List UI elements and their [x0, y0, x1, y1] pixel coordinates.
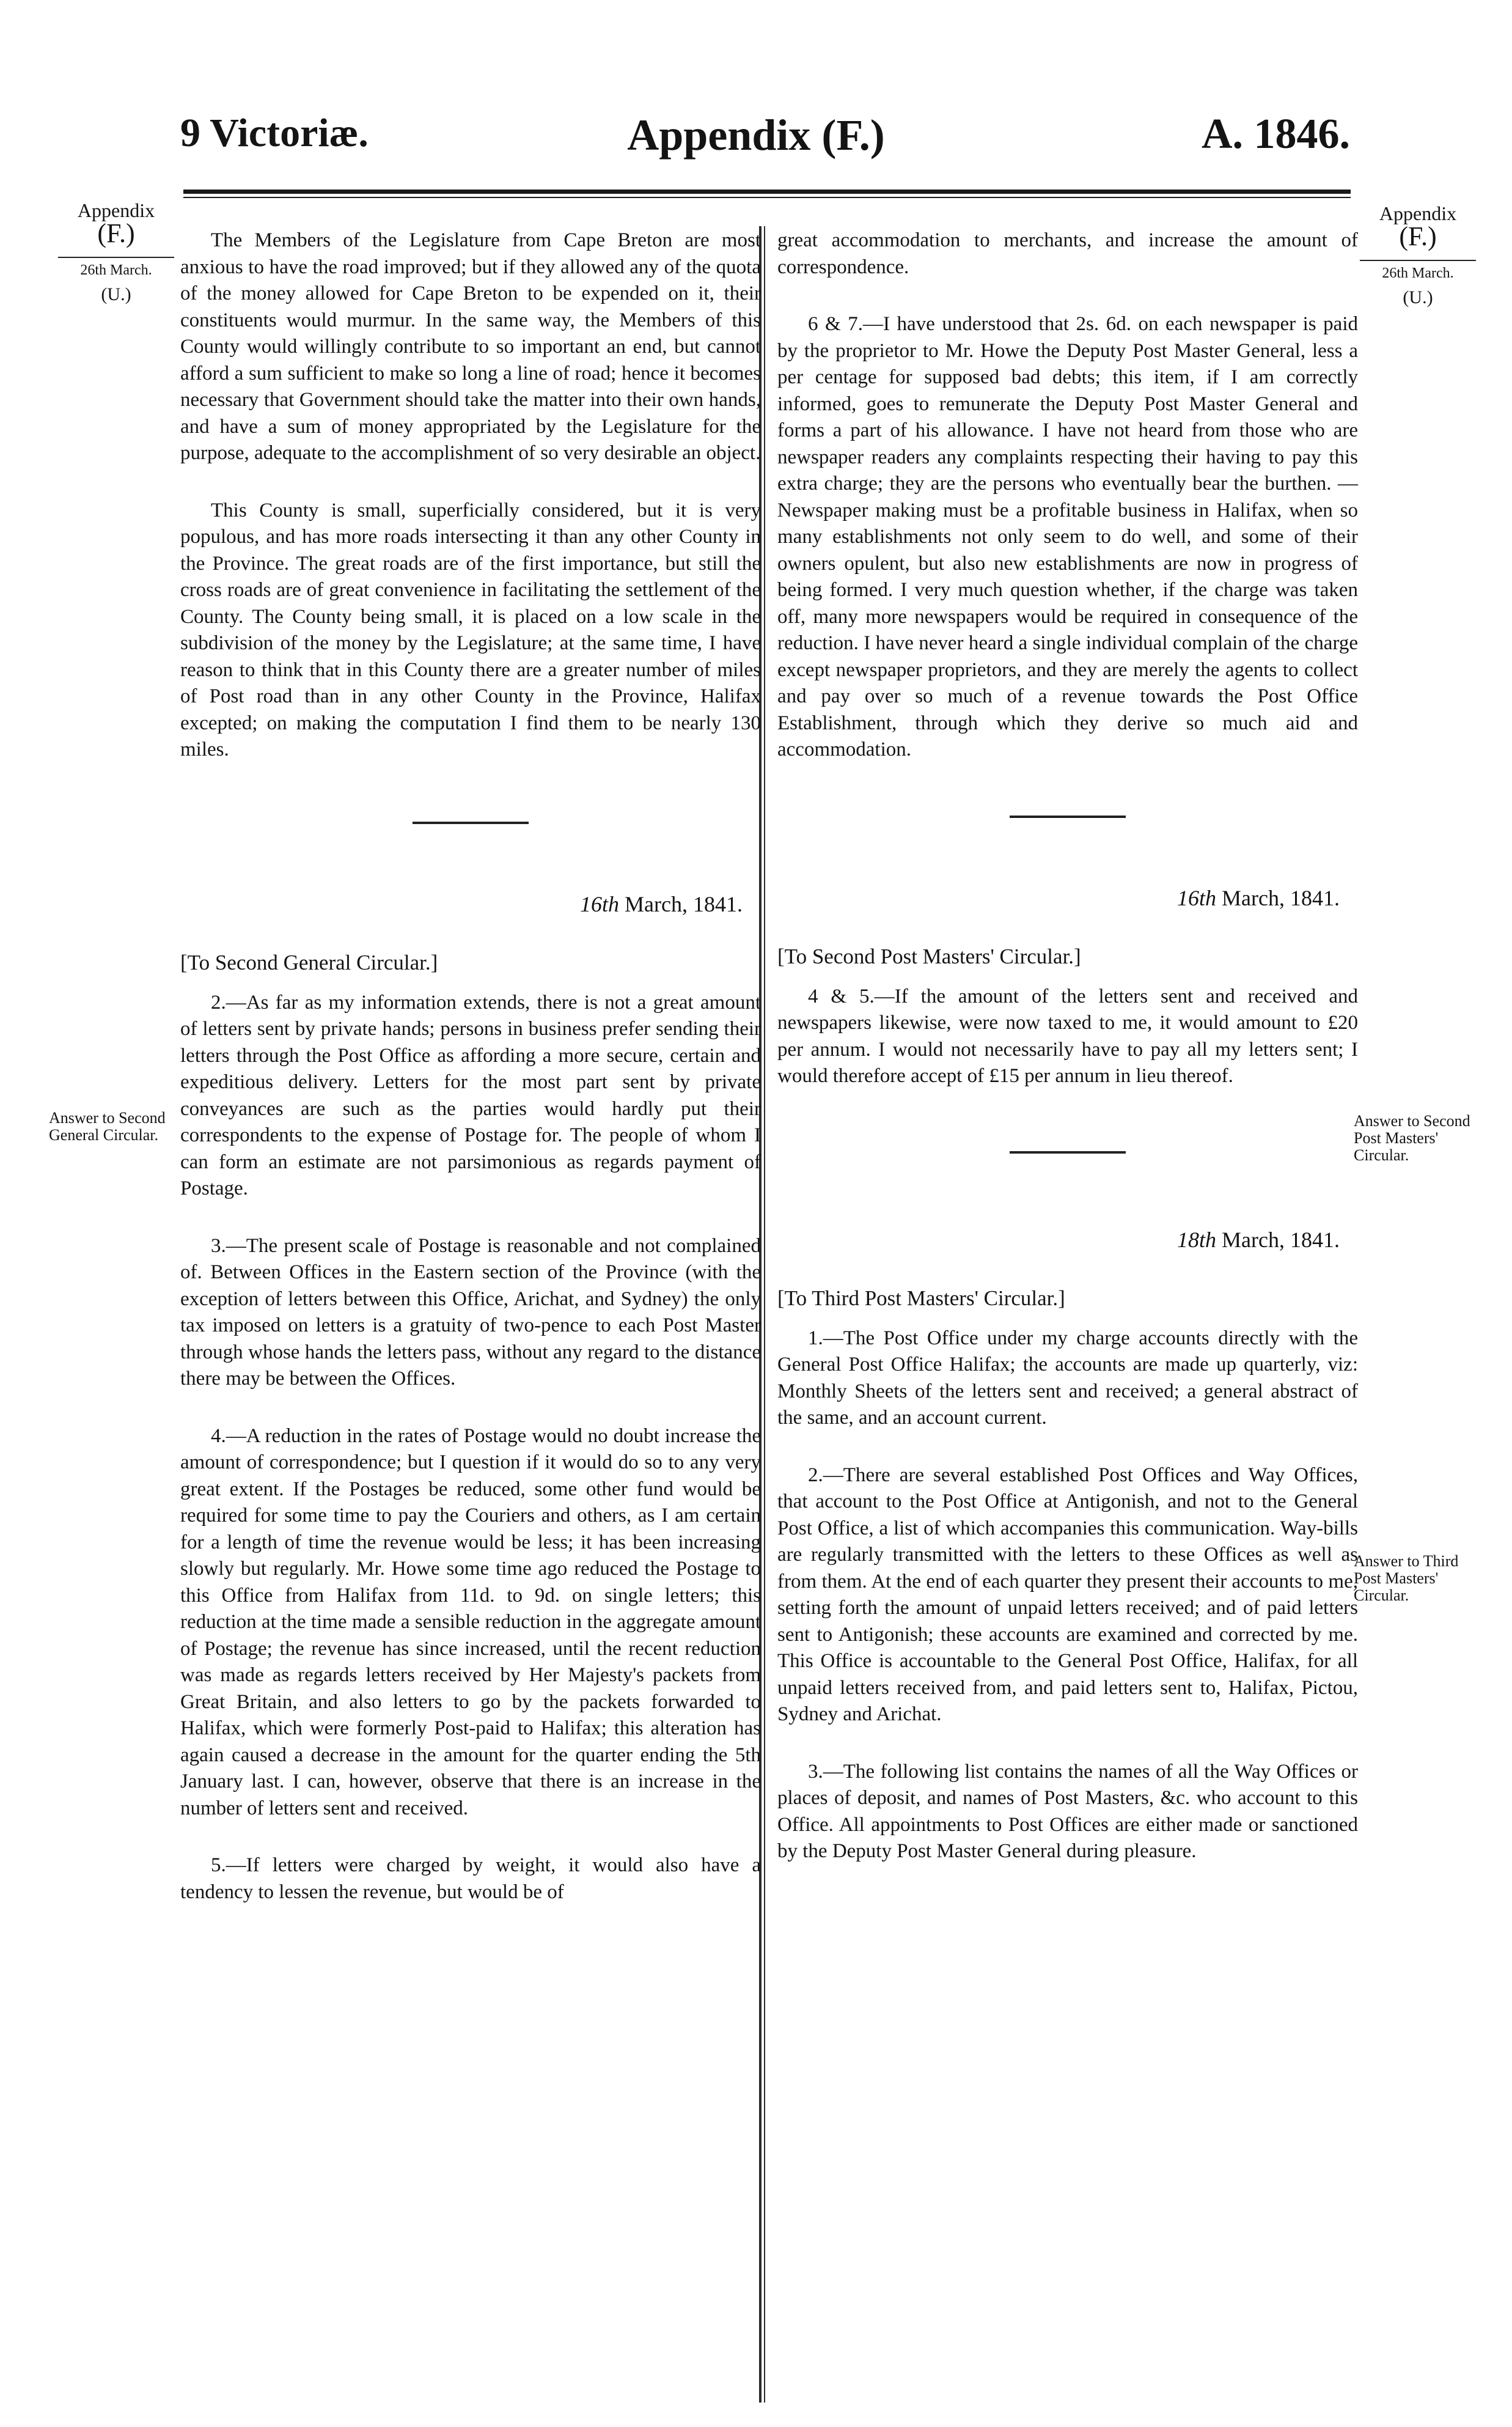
paragraph: This County is small, superficially considered, but it is very populous, and has more roads intersecting it than any other County in the Province. The great roads are of the first importance, but still the cross roads are of great convenience in facilitating the settlement of the County. The County being small, it is placed on a low scale in the subdivision of the money by the Legislature; at the same time, I have reason to think that in this County there are a greater number of miles of Post road than in any other County in the Province, Halifax excepted; on making the computation I find them to be nearly 130 miles. — [180, 499, 761, 761]
left-column — [180, 227, 761, 1906]
left-margin-appendix-note — [58, 199, 174, 304]
margin-appendix-letter: (F.) — [97, 218, 135, 248]
header-regnal-year: 9 Victoriæ. — [180, 111, 369, 155]
paragraph: 1.—The Post Office under my charge accounts directly with the General Post Office Halifax; the accounts are made up quarterly, viz: Monthly Sheets of the letters sent and received; a general abstract of the same, and an account current. — [777, 1327, 1358, 1429]
margin-appendix-sub: (U.) — [1403, 287, 1433, 308]
paragraph: The Members of the Legislature from Cape Breton are most anxious to have the road improved; but if they allowed any of the quota of the money allowed for Cape Breton to be expended on it, their constituents would murmur. In the same way, the Members of this County would willingly contribute to so important an end, but cannot afford a sum sufficient to make so long a line of road; hence it becomes necessary that Government should take the matter into their own hands, and have a sum of money appropriated by the Legislature for the purpose, adequate to the accomplishment of so very desirable an object. — [180, 229, 761, 464]
date-rest: March, 1841. — [1216, 885, 1340, 910]
paragraph: great accommodation to merchants, and increase the amount of correspondence. — [777, 229, 1358, 278]
column-divider-thin — [764, 226, 765, 2403]
paragraph: 5.—If letters were charged by weight, it would also have a tendency to lessen the revenue, but would be of — [180, 1854, 761, 1903]
margin-appendix-date: 26th March. — [1360, 260, 1476, 282]
date-rest: March, 1841. — [1216, 1227, 1340, 1252]
margin-appendix-label: Appendix — [77, 199, 155, 221]
right-margin-answer-note-2: Answer to Third Post Masters' Circular. — [1354, 1552, 1459, 1604]
header-rule-thin — [183, 197, 1351, 198]
letter-date — [180, 891, 761, 918]
circular-heading: [To Second General Circular.] — [180, 951, 438, 974]
paragraph: 3.—The present scale of Postage is reasonable and not complained of. Between Offices in the Eastern section of the Province (with the exception of letters between this Office, Arichat, and Sydney) the only tax imposed on letters is a gratuity of two-pence to each Post Master through whose hands the letters pass, without any regard to the distance there may be between the Offices. — [180, 1234, 761, 1390]
running-header — [0, 110, 1512, 177]
right-margin-answer-note-1: Answer to Second Post Masters' Circular. — [1354, 1112, 1470, 1164]
header-rule — [183, 190, 1351, 194]
paragraph: 2.—As far as my information extends, there is not a great amount of letters sent by private hands; persons in business prefer sending their letters through the Post Office as affording a more secure, certain and expeditious delivery. Letters for the most part sent by private conveyances are such as the parties would hardly put their correspondents to the expense of Postage for. The people of whom I can form an estimate are not parsimonious as regards payment of Postage. — [180, 991, 761, 1199]
header-appendix-title: Appendix (F.) — [627, 111, 885, 160]
margin-appendix-label: Appendix — [1379, 202, 1457, 224]
date-day: 16th — [1177, 885, 1217, 910]
paragraph: 2.—There are several established Post Offices and Way Offices, that account to the Post Office at Antigonish, and not to the General Post Office, a list of which accompanies this communication. Way-bills are regularly transmitted with the letters to these Offices as well as from them. At the end of each quarter they present their accounts to me, setting forth the amount of unpaid letters received; and of paid letters sent to Antigonish; these accounts are examined and corrected by me. This Office is accountable to the General Post Office, Halifax, for all unpaid letters received from, and paid letters sent to, Halifax, Pictou, Sydney and Arichat. — [777, 1464, 1358, 1725]
paragraph: 6 & 7.—I have understood that 2s. 6d. on each newspaper is paid by the proprietor to Mr. Howe the Deputy Post Master General, less a per centage for supposed bad debts; this item, if I am correctly informed, goes to remunerate the Deputy Post Master General and forms a part of his allowance. I have not heard from those who are newspaper readers any complaints respecting their having to pay this extra charge; they are the persons who eventually bear the burthen. —Newspaper making must be a profitable business in Halifax, when so many establishments not only seem to do well, and some of their owners opulent, but also new establishments are now in progress of being formed. I very much question whether, if the charge was taken off, many more newspapers would be required in consequence of the reduction. I have never heard a single individual complain of the charge except newspaper proprietors, and they are merely the agents to collect and pay over so much of a revenue towards the Post Office Establishment, through which they derive so much aid and accommodation. — [777, 313, 1358, 761]
letter-date — [777, 1227, 1358, 1254]
paragraph: 3.—The following list contains the names of all the Way Offices or places of deposit, and names of Post Masters, &c. who account to this Office. All appointments to Post Offices are either made or sanctioned by the Deputy Post Master General during pleasure. — [777, 1760, 1358, 1862]
circular-heading: [To Second Post Masters' Circular.] — [777, 945, 1081, 968]
date-day: 18th — [1177, 1227, 1217, 1252]
date-day: 16th — [580, 891, 620, 916]
paragraph: 4.—A reduction in the rates of Postage would no doubt increase the amount of correspondence; but I question if it would do so to any very great extent. If the Postages be reduced, some other fund would be required for some time to pay the Couriers and others, as I am certain for a length of time the revenue would be less; it has been increasing slowly but regularly. Mr. Howe some time ago reduced the Postage to this Office from Halifax from 11d. to 9d. on single letters; this reduction at the time made a sensible reduction in the aggregate amount of Postage; the revenue has since increased, until the recent reduction was made as regards letters received by Her Majesty's packets from Great Britain, and also letters to go by the packets forwarded to Halifax, which were formerly Post-paid to Halifax; this alteration has again caused a decrease in the amount for the quarter ending the 5th January last. I can, however, observe that there is an increase in the number of letters sent and received. — [180, 1424, 761, 1819]
circular-heading: [To Third Post Masters' Circular.] — [777, 1286, 1065, 1310]
margin-appendix-date: 26th March. — [58, 257, 174, 279]
margin-appendix-letter: (F.) — [1399, 221, 1437, 251]
margin-appendix-sub: (U.) — [101, 284, 131, 304]
right-margin-appendix-note — [1360, 202, 1476, 308]
left-margin-answer-note: Answer to Second General Circular. — [49, 1109, 166, 1144]
letter-date — [777, 885, 1358, 912]
date-rest: March, 1841. — [619, 891, 743, 916]
right-column — [777, 227, 1358, 1865]
paragraph: 4 & 5.—If the amount of the letters sent and received and newspapers likewise, were now taxed to me, it would amount to £20 per annum. I would not necessarily have to pay all my letters sent; I would therefore accept of £15 per annum in lieu thereof. — [777, 985, 1358, 1087]
header-year: A. 1846. — [1201, 111, 1350, 158]
